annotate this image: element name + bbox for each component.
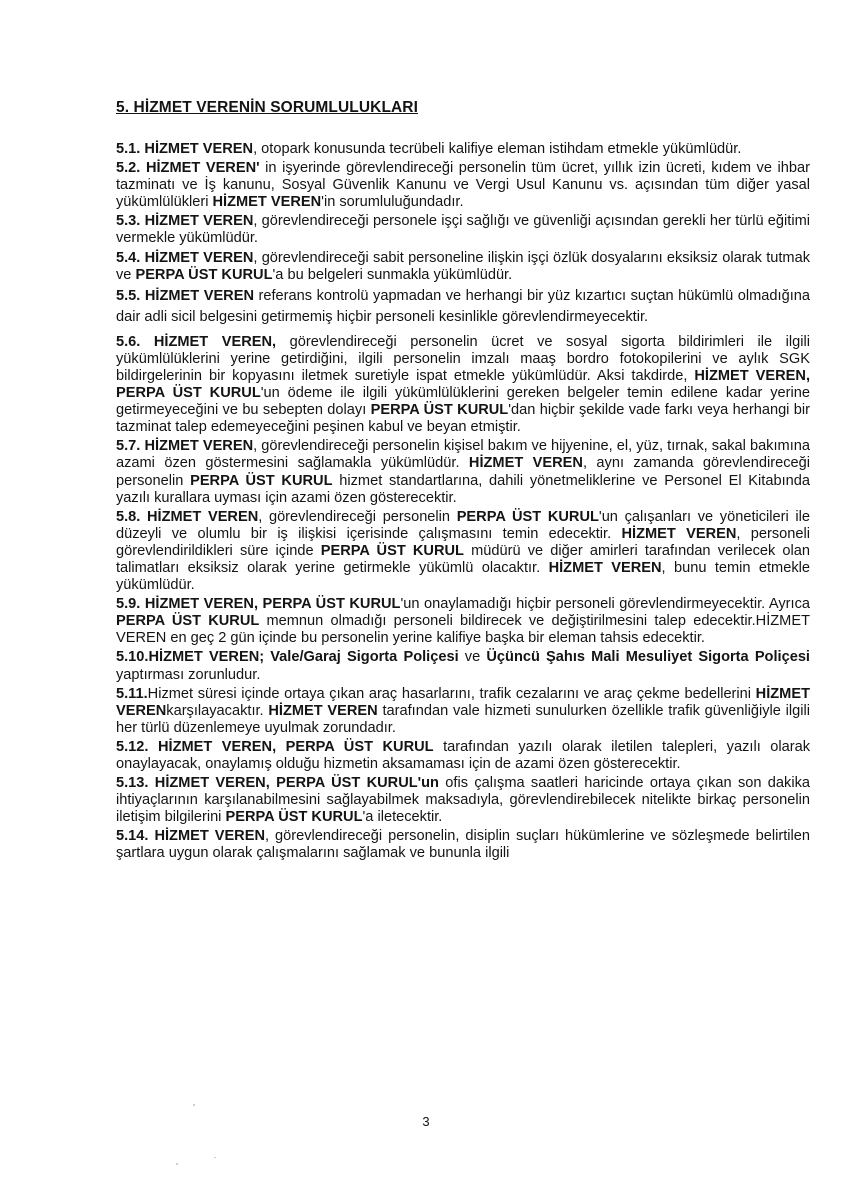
clause-text: , otopark konusunda tecrübeli kalifiye eleman istihdam etmekle yükümlüdür.: [253, 141, 742, 157]
bold-text: PERPA ÜST KURUL: [320, 542, 464, 559]
clause-5-1: [116, 141, 810, 158]
section-heading: 5. HİZMET VERENİN SORUMLULUKLARI: [116, 99, 419, 116]
clause-text: müdürü ve diğer amirleri tarafından verilecek olan talimatları eksiksiz olarak yerine getirmekle yükümlü olacaktır.: [116, 542, 811, 576]
bold-text: PERPA ÜST KURUL: [116, 613, 260, 630]
clause-number: 5.14.: [116, 828, 149, 845]
clause-text: , görevlendireceği personelin kişisel bakım ve hijyenine, el, yüz, tırnak, sakal bakımına azami özen göstermesini sağlamakla yükümlüdür.: [116, 438, 810, 472]
clause-5-14: [116, 828, 810, 862]
clause-5-5: [116, 286, 810, 329]
clause-text: memnun olmadığı personeli bildirecek ve değiştirilmesini talep edecektir.HİZMET VEREN en geç 2 gün içinde bu personelin yerine kalifiye başka bir eleman tahsis edecektir.: [116, 613, 810, 647]
clause-5-2: [116, 160, 810, 211]
clause-text: 'un ödeme ile ilgili yükümlülüklerini gereken belgeler temin edilene kadar yerine getirmeyeceğini ve bu sebepten dolayı: [116, 385, 810, 419]
clause-5-8: [116, 509, 810, 594]
bold-text: HİZMET VEREN: [144, 213, 254, 230]
bold-text: PERPA ÜST KURUL: [135, 266, 273, 283]
clause-5-9: [116, 596, 810, 647]
clause-text: [140, 509, 147, 525]
bold-text: HİZMET VEREN; Vale/Garaj Sigorta Poliçesi: [148, 649, 459, 666]
bold-text: HİZMET VEREN: [144, 249, 254, 266]
section-body: [116, 141, 810, 865]
clause-text: , görevlendireceği personele işçi sağlığı ve güvenliği açısından gerekli her türlü eğitimi vermekle yükümlüdür.: [116, 213, 810, 247]
clause-text: [148, 739, 158, 755]
clause-5-7: [116, 438, 810, 506]
clause-5-11: [116, 686, 810, 737]
bold-text: HİZMET VEREN, PERPA ÜST KURUL'un: [154, 775, 439, 792]
clause-text: [140, 334, 154, 350]
clause-text: karşılayacaktır.: [166, 702, 269, 719]
clause-text: Hizmet süresi içinde ortaya çıkan araç hasarlarını, trafik cezalarını ve araç çekme bedellerini: [147, 685, 756, 702]
bold-text: HİZMET VEREN: [268, 702, 378, 719]
clause-text: , bunu temin etmekle yükümlüdür.: [116, 559, 810, 594]
bold-text: PERPA ÜST KURUL: [190, 472, 333, 489]
scan-speck: [214, 1157, 216, 1158]
clause-number: 5.8.: [116, 508, 141, 525]
bold-text: PERPA ÜST KURUL: [370, 402, 509, 419]
bold-text: HİZMET VEREN, PERPA ÜST KURUL: [157, 738, 434, 755]
clause-5-4: [116, 250, 810, 284]
clause-text: 'un çalışanları ve yöneticileri ile düzeyli ve olumlu bir iş ilişkisi içerisinde çalışmasını temin edecektir.: [116, 508, 810, 542]
clause-text: , görevlendireceği personelin: [258, 508, 457, 525]
clause-number: 5.11.: [116, 685, 148, 702]
clause-text: ofis çalışma saatleri haricinde ortaya çıkan son dakika ihtiyaçlarının karşılanabilmesini sağlayabilmek maksadıyla, görevlendirebilecek nitelikte birkaç personelin iletişim bilgilerini: [116, 775, 810, 826]
bold-text: HİZMET VEREN: [147, 508, 259, 525]
clause-number: 5.7.: [116, 438, 141, 455]
clause-text: referans kontrolü yapmadan ve herhangi bir yüz kızartıcı suçtan hükümlü olmadığına dair adli sicil belgesini getirmemiş hiçbir personeli kesinlikle görevlendirmeyecektir.: [116, 287, 810, 326]
clause-5-12: [116, 739, 810, 773]
clause-number: 5.4.: [116, 249, 141, 266]
clause-text: , aynı zamanda görevlendireceği personelin: [116, 455, 810, 489]
clause-5-6: [116, 334, 810, 437]
bold-text: HİZMET VEREN, PERPA ÜST KURUL: [144, 596, 401, 613]
clause-5-10: [116, 649, 810, 683]
clause-number: 5.12.: [116, 738, 149, 755]
bold-text: PERPA ÜST KURUL: [225, 809, 363, 826]
clause-text: 'un onaylamadığı hiçbir personeli görevlendirmeyecektir. Ayrıca: [400, 596, 811, 613]
bold-text: HİZMET VEREN: [621, 525, 737, 542]
bold-text: PERPA ÜST KURUL: [456, 508, 599, 525]
clause-text: yaptırması zorunludur.: [116, 666, 261, 683]
clause-number: 5.10.: [116, 649, 149, 666]
scan-speck: [193, 1104, 195, 1106]
bold-text: Üçüncü Şahıs Mali Mesuliyet Sigorta Poliçesi: [486, 649, 810, 666]
clause-5-3: [116, 213, 810, 247]
bold-text: HİZMET VEREN: [548, 559, 662, 576]
clause-text: görevlendireceği personelin ücret ve sosyal sigorta bildirimleri ile ilgili yükümlülüklerini yerine getirdiğini, ilgili personelin imzalı maaş bordro fotokopilerini ve aylık SGK bildirgelerinin bir kopyasını iletmek suretiyle ispat etmekle yükümlüdür. Aksi takdirde,: [116, 333, 810, 384]
clause-text: 'dan hiçbir şekilde vade farkı veya herhangi bir tazminat talep edemeyeceğini peşinen kabul ve beyan etmiştir.: [116, 402, 810, 436]
page-number: 3: [422, 1114, 430, 1129]
clause-text: 'a iletecektir.: [362, 809, 443, 826]
clause-number: 5.2.: [116, 160, 141, 177]
bold-text: HİZMET VEREN: [144, 287, 254, 304]
bold-text: HİZMET VEREN: [212, 194, 322, 211]
clause-text: hizmet standartlarına, dahili yönetmeliklerine ve Personel El Kitabında yazılı kurallara uyması için azami özen gösterecektir.: [116, 472, 810, 506]
bold-text: HİZMET VEREN': [145, 160, 260, 177]
bold-text: HİZMET VEREN: [116, 685, 810, 719]
bold-text: HİZMET VEREN: [144, 438, 254, 455]
clause-text: , personeli görevlendirildikleri süre içinde: [116, 525, 810, 559]
clause-text: 'a bu belgeleri sunmakla yükümlüdür.: [272, 266, 513, 283]
clause-number: 5.9.: [116, 596, 141, 613]
clause-text: , görevlendireceği personelin, disiplin suçları hükümlerine ve sözleşmede belirtilen şartlara uygun olarak çalışmalarını sağlamak ve bununla ilgili: [116, 828, 810, 862]
clause-text: , görevlendireceği sabit personeline ilişkin işçi özlük dosyalarını eksiksiz olarak tutmak ve: [116, 249, 810, 283]
clause-number: 5.1.: [116, 141, 141, 157]
scan-speck: [176, 1163, 178, 1165]
clause-number: 5.5.: [116, 287, 141, 304]
clause-text: in işyerinde görevlendireceği personelin tüm ücret, yıllık izin ücreti, kıdem ve ihbar tazminatı ve İş kanunu, Sosyal Güvenlik Kanunu ve Vergi Usul Kanunu vs. açısından tüm diğer yasal yükümlülükleri: [116, 160, 811, 211]
clause-text: tarafından yazılı olarak iletilen talepleri, yazılı olarak onaylayacak, onaylamış olduğu hizmetin aksamaması için de azami özen gösterecektir.: [116, 738, 810, 772]
clause-number: 5.13.: [116, 775, 149, 792]
bold-text: HİZMET VEREN: [468, 455, 583, 472]
bold-text: HİZMET VEREN, PERPA ÜST KURUL: [116, 367, 811, 402]
clause-text: 'in sorumluluğundadır.: [321, 194, 464, 211]
clause-text: ve: [458, 649, 487, 666]
bold-text: HİZMET VEREN: [144, 141, 254, 157]
clause-text: tarafından vale hizmeti sunulurken özellikle trafik güvenliğiyle ilgili her türlü düzenlemeye uyulmak zorundadır.: [116, 702, 810, 736]
clause-number: 5.6.: [116, 333, 141, 350]
bold-text: HİZMET VEREN,: [153, 333, 277, 350]
clause-5-13: [116, 775, 810, 826]
bold-text: HİZMET VEREN: [154, 828, 265, 845]
clause-number: 5.3.: [116, 213, 141, 230]
